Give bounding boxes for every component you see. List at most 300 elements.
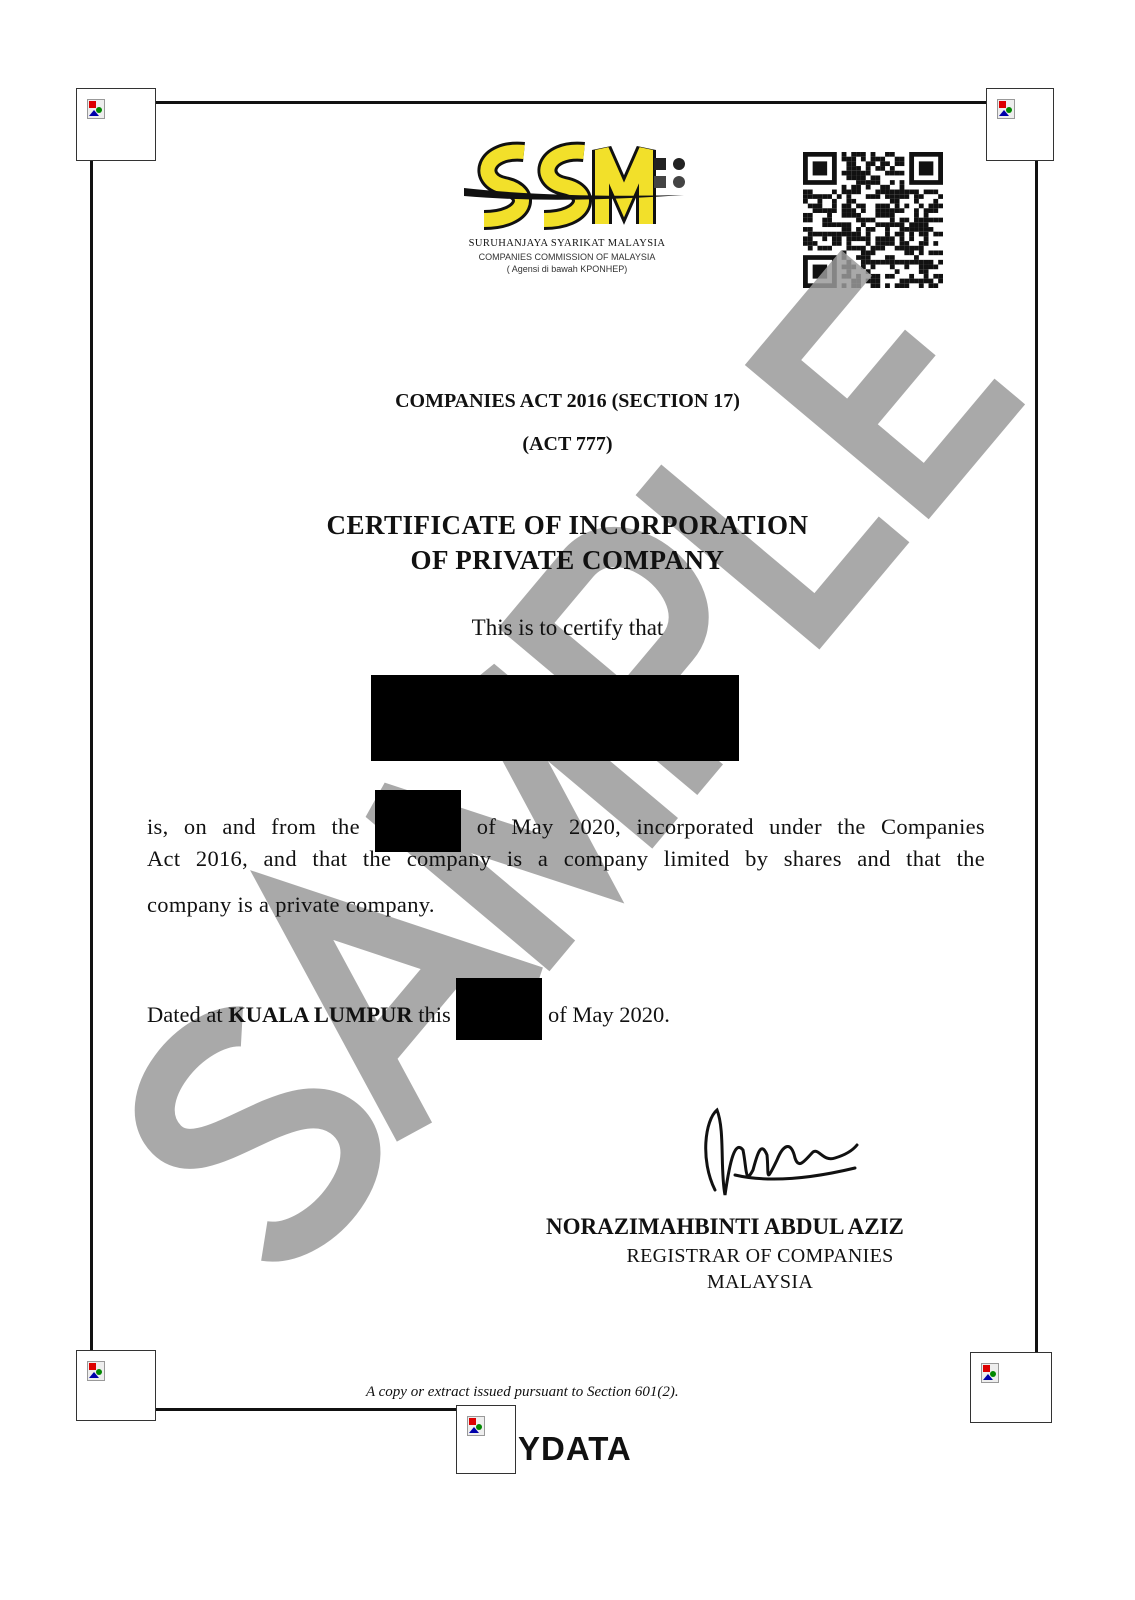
qr-module bbox=[866, 180, 871, 185]
qr-module bbox=[803, 218, 808, 223]
qr-module bbox=[832, 204, 837, 209]
qr-module bbox=[909, 246, 914, 251]
qr-module bbox=[846, 241, 851, 246]
redacted-date bbox=[456, 978, 542, 1040]
qr-module bbox=[895, 194, 900, 199]
qr-module bbox=[895, 260, 900, 265]
qr-module bbox=[856, 283, 861, 288]
broken-image-top-left bbox=[76, 88, 156, 161]
qr-module bbox=[856, 213, 861, 218]
qr-module bbox=[880, 241, 885, 246]
watermark-letter-l bbox=[648, 388, 894, 621]
dated-city: KUALA LUMPUR bbox=[228, 1002, 413, 1027]
incorporation-line2: Act 2016, and that the company is a company limited by shares and that the bbox=[147, 846, 985, 871]
qr-module bbox=[846, 161, 851, 166]
qr-module bbox=[885, 241, 890, 246]
qr-module bbox=[933, 283, 938, 288]
qr-module bbox=[856, 227, 861, 232]
qr-module bbox=[919, 241, 924, 246]
qr-module bbox=[866, 161, 871, 166]
p1-a: is, on and from the bbox=[147, 814, 360, 839]
qr-module bbox=[919, 218, 924, 223]
border-bottom bbox=[155, 1408, 457, 1411]
qr-module bbox=[900, 260, 905, 265]
qr-module bbox=[851, 246, 856, 251]
broken-image-icon bbox=[997, 99, 1015, 119]
qr-module bbox=[856, 152, 861, 157]
qr-module bbox=[851, 157, 856, 162]
qr-module bbox=[827, 232, 832, 237]
qr-module bbox=[846, 208, 851, 213]
qr-module bbox=[856, 279, 861, 284]
qr-module bbox=[919, 283, 924, 288]
qr-module bbox=[842, 152, 847, 157]
qr-module bbox=[890, 199, 895, 204]
qr-module bbox=[909, 274, 914, 279]
qr-module bbox=[880, 208, 885, 213]
qr-module bbox=[880, 236, 885, 241]
qr-module bbox=[924, 227, 929, 232]
qr-module bbox=[861, 180, 866, 185]
qr-module bbox=[817, 199, 822, 204]
qr-module bbox=[813, 241, 818, 246]
qr-module bbox=[808, 227, 813, 232]
qr-module bbox=[904, 227, 909, 232]
qr-module bbox=[895, 222, 900, 227]
qr-module bbox=[929, 279, 934, 284]
qr-module bbox=[885, 161, 890, 166]
qr-module bbox=[851, 279, 856, 284]
qr-module bbox=[933, 199, 938, 204]
qr-module bbox=[929, 218, 934, 223]
qr-module bbox=[846, 194, 851, 199]
qr-module bbox=[871, 279, 876, 284]
qr-module bbox=[924, 208, 929, 213]
qr-module bbox=[875, 241, 880, 246]
qr-module bbox=[938, 279, 943, 284]
qr-module bbox=[846, 236, 851, 241]
qr-module bbox=[885, 194, 890, 199]
qr-module bbox=[875, 194, 880, 199]
qr-module bbox=[866, 250, 871, 255]
qr-module bbox=[924, 213, 929, 218]
qr-module bbox=[803, 213, 808, 218]
qr-module bbox=[904, 250, 909, 255]
qr-module bbox=[885, 236, 890, 241]
qr-module bbox=[890, 236, 895, 241]
qr-module bbox=[919, 222, 924, 227]
qr-module bbox=[880, 157, 885, 162]
qr-module bbox=[929, 227, 934, 232]
broken-image-bottom-right bbox=[970, 1352, 1052, 1423]
dated-c: of May 2020. bbox=[547, 1002, 670, 1027]
qr-module bbox=[924, 265, 929, 270]
qr-module bbox=[846, 166, 851, 171]
qr-module bbox=[861, 265, 866, 270]
qr-module bbox=[837, 194, 842, 199]
qr-module bbox=[880, 185, 885, 190]
qr-module bbox=[933, 265, 938, 270]
qr-module bbox=[929, 190, 934, 195]
qr-module bbox=[813, 208, 818, 213]
qr-module bbox=[846, 199, 851, 204]
qr-module bbox=[895, 208, 900, 213]
qr-module bbox=[846, 222, 851, 227]
qr-module bbox=[871, 180, 876, 185]
qr-module bbox=[851, 190, 856, 195]
qr-module bbox=[875, 157, 880, 162]
broken-image-icon bbox=[467, 1416, 485, 1436]
qr-module bbox=[842, 204, 847, 209]
qr-module bbox=[880, 190, 885, 195]
qr-module bbox=[817, 194, 822, 199]
qr-module bbox=[827, 246, 832, 251]
qr-module bbox=[861, 157, 866, 162]
act-heading: COMPANIES ACT 2016 (SECTION 17) bbox=[395, 390, 740, 412]
qr-module bbox=[846, 204, 851, 209]
qr-module bbox=[924, 241, 929, 246]
qr-module bbox=[890, 260, 895, 265]
qr-module bbox=[846, 157, 851, 162]
broken-image-footer bbox=[456, 1405, 516, 1474]
qr-module bbox=[938, 250, 943, 255]
qr-module bbox=[919, 232, 924, 237]
qr-module bbox=[900, 236, 905, 241]
qr-module bbox=[875, 246, 880, 251]
qr-module bbox=[803, 227, 808, 232]
qr-module bbox=[856, 166, 861, 171]
qr-module bbox=[846, 265, 851, 270]
qr-module bbox=[842, 265, 847, 270]
qr-module bbox=[808, 218, 813, 223]
qr-module bbox=[813, 194, 818, 199]
qr-module bbox=[808, 236, 813, 241]
qr-module bbox=[885, 213, 890, 218]
qr-module bbox=[856, 180, 861, 185]
qr-module bbox=[832, 232, 837, 237]
qr-module bbox=[842, 255, 847, 260]
qr-module bbox=[885, 274, 890, 279]
qr-module bbox=[803, 236, 808, 241]
qr-module bbox=[861, 255, 866, 260]
dated-line bbox=[147, 978, 670, 1040]
qr-module bbox=[803, 241, 808, 246]
qr-module bbox=[880, 222, 885, 227]
qr-module bbox=[914, 222, 919, 227]
qr-module bbox=[890, 180, 895, 185]
qr-module bbox=[880, 246, 885, 251]
qr-module bbox=[929, 208, 934, 213]
qr-module bbox=[895, 157, 900, 162]
qr-module bbox=[822, 232, 827, 237]
qr-module bbox=[846, 213, 851, 218]
qr-module bbox=[885, 283, 890, 288]
qr-module bbox=[856, 175, 861, 180]
qr-module bbox=[856, 218, 861, 223]
qr-module bbox=[924, 232, 929, 237]
qr-module bbox=[938, 218, 943, 223]
qr-module bbox=[817, 204, 822, 209]
qr-module bbox=[938, 232, 943, 237]
qr-module bbox=[904, 279, 909, 284]
qr-module bbox=[822, 222, 827, 227]
qr-module bbox=[929, 250, 934, 255]
qr-module bbox=[832, 222, 837, 227]
qr-module bbox=[846, 260, 851, 265]
qr-module bbox=[856, 185, 861, 190]
p1-b: of May 2020, incorporated under the Companies bbox=[476, 814, 985, 839]
qr-module bbox=[851, 161, 856, 166]
qr-module bbox=[866, 236, 871, 241]
qr-module bbox=[861, 236, 866, 241]
qr-module bbox=[808, 241, 813, 246]
qr-module bbox=[842, 250, 847, 255]
qr-module bbox=[871, 250, 876, 255]
signatory-name: NORAZIMAHBINTI ABDUL AZIZ bbox=[546, 1214, 904, 1239]
qr-module bbox=[938, 194, 943, 199]
qr-module bbox=[919, 246, 924, 251]
broken-image-bottom-left bbox=[76, 1350, 156, 1421]
ssm-logo bbox=[464, 140, 694, 235]
qr-module bbox=[919, 204, 924, 209]
qr-module bbox=[871, 274, 876, 279]
qr-module bbox=[851, 185, 856, 190]
qr-module bbox=[933, 274, 938, 279]
qr-module bbox=[904, 265, 909, 270]
qr-module bbox=[875, 175, 880, 180]
qr-module bbox=[885, 190, 890, 195]
qr-module bbox=[842, 208, 847, 213]
qr-module bbox=[900, 241, 905, 246]
qr-module bbox=[900, 283, 905, 288]
qr-module bbox=[890, 222, 895, 227]
qr-module bbox=[832, 236, 837, 241]
qr-module bbox=[880, 166, 885, 171]
qr-module bbox=[904, 204, 909, 209]
qr-module bbox=[866, 171, 871, 176]
qr-module bbox=[842, 213, 847, 218]
qr-module bbox=[919, 279, 924, 284]
qr-module bbox=[924, 218, 929, 223]
qr-module bbox=[900, 171, 905, 176]
qr-module bbox=[837, 236, 842, 241]
qr-module bbox=[866, 260, 871, 265]
qr-module bbox=[890, 190, 895, 195]
qr-module bbox=[890, 241, 895, 246]
qr-module bbox=[875, 279, 880, 284]
qr-module bbox=[900, 190, 905, 195]
qr-module bbox=[861, 171, 866, 176]
qr-module bbox=[851, 213, 856, 218]
qr-module bbox=[851, 208, 856, 213]
qr-module bbox=[861, 260, 866, 265]
qr-module bbox=[900, 222, 905, 227]
qr-module bbox=[842, 222, 847, 227]
qr-module bbox=[861, 218, 866, 223]
qr-module bbox=[933, 232, 938, 237]
qr-module bbox=[919, 269, 924, 274]
broken-image-icon bbox=[87, 99, 105, 119]
footer-note: A copy or extract issued pursuant to Section 601(2). bbox=[366, 1384, 679, 1400]
qr-module bbox=[938, 274, 943, 279]
qr-module bbox=[856, 236, 861, 241]
qr-module bbox=[875, 190, 880, 195]
qr-module bbox=[900, 227, 905, 232]
certificate-title-line2: OF PRIVATE COMPANY bbox=[410, 545, 725, 575]
qr-module bbox=[861, 152, 866, 157]
qr-module bbox=[895, 232, 900, 237]
qr-module bbox=[822, 218, 827, 223]
qr-module bbox=[827, 222, 832, 227]
qr-module bbox=[933, 204, 938, 209]
qr-finder bbox=[919, 161, 933, 175]
qr-module bbox=[919, 194, 924, 199]
qr-module bbox=[842, 283, 847, 288]
qr-module bbox=[895, 283, 900, 288]
broken-image-icon bbox=[981, 1363, 999, 1383]
qr-module bbox=[808, 213, 813, 218]
qr-module bbox=[866, 227, 871, 232]
qr-module bbox=[924, 190, 929, 195]
broken-image-top-right bbox=[986, 88, 1054, 161]
watermark-letter-e bbox=[773, 263, 1010, 491]
signature bbox=[695, 1100, 865, 1205]
qr-module bbox=[842, 171, 847, 176]
qr-module bbox=[900, 157, 905, 162]
qr-module bbox=[856, 204, 861, 209]
qr-module bbox=[885, 227, 890, 232]
qr-module bbox=[871, 260, 876, 265]
qr-module bbox=[846, 171, 851, 176]
qr-module bbox=[837, 222, 842, 227]
qr-module bbox=[890, 166, 895, 171]
incorporation-line3: company is a private company. bbox=[147, 892, 435, 917]
qr-module bbox=[929, 283, 934, 288]
qr-module bbox=[846, 246, 851, 251]
qr-module bbox=[890, 255, 895, 260]
qr-module bbox=[914, 213, 919, 218]
qr-module bbox=[808, 190, 813, 195]
qr-module bbox=[914, 194, 919, 199]
qr-module bbox=[924, 274, 929, 279]
qr-module bbox=[871, 152, 876, 157]
qr-module bbox=[827, 208, 832, 213]
qr-module bbox=[895, 190, 900, 195]
qr-module bbox=[904, 190, 909, 195]
logo-line3: ( Agensi di bawah KPONHEP) bbox=[506, 264, 628, 274]
qr-module bbox=[890, 218, 895, 223]
qr-module bbox=[900, 180, 905, 185]
qr-module bbox=[813, 204, 818, 209]
qr-module bbox=[846, 274, 851, 279]
qr-module bbox=[919, 265, 924, 270]
qr-module bbox=[890, 194, 895, 199]
dated-a: Dated at bbox=[147, 1002, 223, 1027]
qr-module bbox=[909, 279, 914, 284]
signatory-country: MALAYSIA bbox=[706, 1271, 814, 1293]
qr-module bbox=[827, 213, 832, 218]
qr-module bbox=[880, 161, 885, 166]
qr-module bbox=[851, 171, 856, 176]
qr-module bbox=[817, 208, 822, 213]
qr-module bbox=[890, 265, 895, 270]
qr-module bbox=[856, 246, 861, 251]
act-number: (ACT 777) bbox=[522, 433, 613, 455]
qr-module bbox=[866, 269, 871, 274]
qr-module bbox=[900, 218, 905, 223]
qr-module bbox=[933, 241, 938, 246]
qr-module bbox=[866, 185, 871, 190]
qr-module bbox=[822, 246, 827, 251]
qr-module bbox=[885, 152, 890, 157]
qr-module bbox=[914, 190, 919, 195]
qr-module bbox=[871, 246, 876, 251]
qr-module bbox=[856, 171, 861, 176]
qr-module bbox=[919, 260, 924, 265]
logo-line1: SURUHANJAYA SYARIKAT MALAYSIA bbox=[468, 238, 666, 249]
qr-module bbox=[871, 175, 876, 180]
qr-module bbox=[885, 204, 890, 209]
qr-module bbox=[909, 250, 914, 255]
qr-module bbox=[808, 194, 813, 199]
qr-module bbox=[900, 279, 905, 284]
qr-module bbox=[842, 190, 847, 195]
qr-module bbox=[822, 194, 827, 199]
qr-module bbox=[933, 190, 938, 195]
qr-module bbox=[866, 232, 871, 237]
qr-module bbox=[895, 204, 900, 209]
qr-module bbox=[808, 204, 813, 209]
qr-module bbox=[866, 194, 871, 199]
qr-module bbox=[895, 246, 900, 251]
qr-module bbox=[846, 190, 851, 195]
qr-module bbox=[871, 265, 876, 270]
qr-module bbox=[827, 194, 832, 199]
qr-module bbox=[938, 204, 943, 209]
qr-module bbox=[861, 175, 866, 180]
qr-module bbox=[822, 236, 827, 241]
qr-module bbox=[861, 208, 866, 213]
qr-module bbox=[904, 218, 909, 223]
qr-module bbox=[851, 236, 856, 241]
qr-module bbox=[803, 199, 808, 204]
qr-module bbox=[842, 157, 847, 162]
qr-module bbox=[904, 241, 909, 246]
qr-module bbox=[856, 190, 861, 195]
qr-module bbox=[875, 166, 880, 171]
qr-module bbox=[851, 283, 856, 288]
qr-module bbox=[875, 208, 880, 213]
qr-module bbox=[900, 232, 905, 237]
qr-module bbox=[832, 241, 837, 246]
qr-module bbox=[817, 246, 822, 251]
qr-module bbox=[890, 152, 895, 157]
qr-module bbox=[929, 260, 934, 265]
border-left bbox=[90, 100, 93, 1412]
qr-module bbox=[890, 213, 895, 218]
qr-module bbox=[846, 175, 851, 180]
qr-module bbox=[914, 227, 919, 232]
qr-module bbox=[904, 246, 909, 251]
qr-module bbox=[914, 260, 919, 265]
qr-module bbox=[895, 269, 900, 274]
qr-module bbox=[914, 199, 919, 204]
qr-module bbox=[933, 208, 938, 213]
qr-module bbox=[866, 218, 871, 223]
qr-code bbox=[803, 152, 943, 288]
qr-module bbox=[856, 255, 861, 260]
qr-module bbox=[904, 260, 909, 265]
